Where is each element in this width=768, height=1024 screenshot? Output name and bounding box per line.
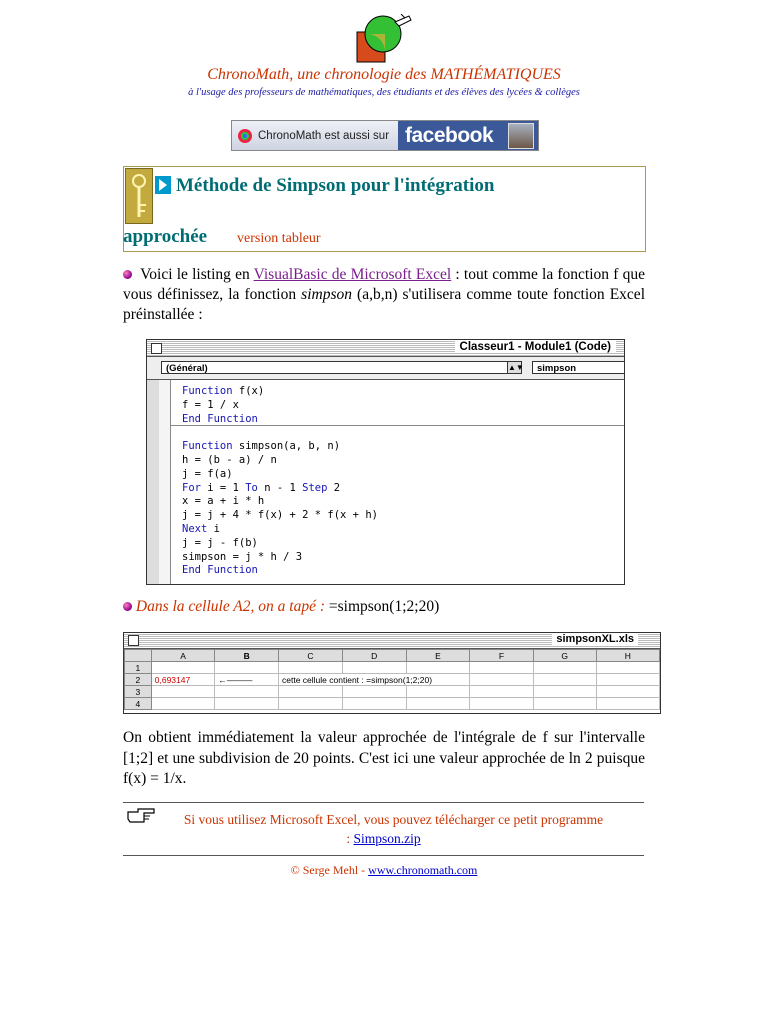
col-header[interactable]: B xyxy=(215,650,279,662)
banner-left xyxy=(232,121,398,150)
vb-margin xyxy=(159,380,171,584)
cell[interactable] xyxy=(342,698,406,710)
object-combo[interactable]: (Général) xyxy=(161,361,519,374)
col-header[interactable]: D xyxy=(342,650,406,662)
download-text: Si vous utilisez Microsoft Excel, vous pouvez télécharger ce petit programme xyxy=(183,812,604,827)
cell[interactable] xyxy=(470,662,533,674)
cell[interactable] xyxy=(470,674,533,686)
download-sep: : xyxy=(346,831,354,846)
facebook-banner[interactable] xyxy=(231,120,539,151)
vb-titlebar[interactable] xyxy=(147,340,624,357)
cell[interactable] xyxy=(533,662,596,674)
spreadsheet-title: simpsonXL.xls xyxy=(552,633,638,645)
code-line[interactable]: End Function xyxy=(182,564,258,577)
row-header[interactable]: 1 xyxy=(125,662,152,674)
vb-toolbar xyxy=(147,357,624,380)
cell[interactable] xyxy=(279,686,343,698)
col-header[interactable]: C xyxy=(279,650,343,662)
cell[interactable] xyxy=(596,662,659,674)
col-header[interactable]: H xyxy=(596,650,659,662)
bullet-icon xyxy=(123,602,132,611)
code-line[interactable]: simpson = j * h / 3 xyxy=(182,550,303,563)
cell[interactable] xyxy=(596,698,659,710)
result-paragraph: On obtient immédiatement la valeur approchée de l'intégrale de f sur l'intervalle [1;2] et une subdivision de 20 points. C'est ici une valeur approchée de ln 2 puisque f(x) = 1/x. xyxy=(123,729,645,787)
code-blank-line xyxy=(182,426,378,440)
spreadsheet-grid xyxy=(124,649,660,710)
combo-arrows-icon[interactable]: ▲▼ xyxy=(508,363,524,372)
cell[interactable] xyxy=(596,674,659,686)
code-line[interactable]: Next i xyxy=(182,522,220,535)
intro-text-start: Voici le listing en xyxy=(140,266,254,283)
cell[interactable] xyxy=(470,698,533,710)
corner-cell[interactable] xyxy=(125,650,152,662)
facebook-logo[interactable] xyxy=(398,121,538,150)
code-line[interactable]: Function simpson(a, b, n) xyxy=(182,440,341,453)
page-title-continued: approchée xyxy=(123,226,208,247)
col-header[interactable]: F xyxy=(470,650,533,662)
cell[interactable] xyxy=(470,686,533,698)
code-line[interactable]: f = 1 / x xyxy=(182,398,239,411)
code-line[interactable]: j = j + 4 * f(x) + 2 * f(x + h) xyxy=(182,509,378,522)
footer-link[interactable]: www.chronomath.com xyxy=(368,863,478,877)
divider xyxy=(123,855,644,856)
procedure-combo[interactable]: simpson xyxy=(532,361,625,374)
code-line[interactable]: j = j - f(b) xyxy=(182,536,258,549)
arrow-right-icon xyxy=(155,176,171,194)
close-box-icon[interactable] xyxy=(151,343,162,354)
intro-emphasis: simpson xyxy=(301,286,352,303)
column-header-row xyxy=(125,650,660,662)
visualbasic-link[interactable]: VisualBasic de Microsoft Excel xyxy=(253,266,452,283)
vb-editor-window xyxy=(146,339,625,585)
site-title xyxy=(0,66,768,84)
cell[interactable] xyxy=(215,662,279,674)
code-line[interactable]: j = f(a) xyxy=(182,467,233,480)
code-line[interactable]: h = (b - a) / n xyxy=(182,453,277,466)
cell[interactable] xyxy=(215,698,279,710)
cell[interactable] xyxy=(406,686,470,698)
row-header[interactable]: 4 xyxy=(125,698,152,710)
cell[interactable] xyxy=(215,686,279,698)
vb-window-title: Classeur1 - Module1 (Code) xyxy=(455,341,616,353)
cell[interactable] xyxy=(533,674,596,686)
arrow-left-icon: ← xyxy=(218,674,227,685)
cell[interactable] xyxy=(533,686,596,698)
table-row xyxy=(125,674,660,686)
divider xyxy=(123,802,644,803)
cell[interactable] xyxy=(151,698,215,710)
cell-a2[interactable]: 0,693147 xyxy=(151,674,215,686)
code-line[interactable]: x = a + i * h xyxy=(182,495,265,508)
vb-code-area[interactable] xyxy=(182,385,378,578)
row-header[interactable]: 3 xyxy=(125,686,152,698)
spreadsheet-titlebar[interactable] xyxy=(124,633,660,649)
cell[interactable] xyxy=(342,662,406,674)
download-note xyxy=(123,810,644,848)
cell[interactable] xyxy=(406,698,470,710)
table-row xyxy=(125,686,660,698)
site-title-rest: , une chronologie des MATHÉMATIQUES xyxy=(289,66,561,83)
row-header[interactable]: 2 xyxy=(125,674,152,686)
cell-c2[interactable]: cette cellule contient : =simpson(1;2;20) xyxy=(279,674,470,686)
cell-note-formula: =simpson(1;2;20) xyxy=(328,598,440,615)
download-link[interactable]: Simpson.zip xyxy=(353,831,421,846)
cell-note xyxy=(123,598,439,616)
page-title: Méthode de Simpson pour l'intégration xyxy=(176,175,495,196)
col-header[interactable]: G xyxy=(533,650,596,662)
cell-b2[interactable]: ←——— xyxy=(215,674,279,686)
site-subtitle: à l'usage des professeurs de mathématiques, des étudiants et des élèves des lycées & collèges xyxy=(188,87,580,98)
profile-photo xyxy=(508,123,534,149)
table-row xyxy=(125,662,660,674)
version-tag: version tableur xyxy=(237,231,321,246)
code-line[interactable]: Function f(x) xyxy=(182,385,265,397)
cell[interactable] xyxy=(279,662,343,674)
footer xyxy=(0,863,768,878)
copyright-text: © Serge Mehl - xyxy=(290,863,369,877)
key-icon xyxy=(125,168,153,224)
bullet-icon xyxy=(123,270,132,279)
spreadsheet-window xyxy=(123,632,661,714)
col-header[interactable]: E xyxy=(406,650,470,662)
cell[interactable] xyxy=(279,698,343,710)
cell[interactable] xyxy=(151,662,215,674)
intro-text-end: (a,b,n) s'utilisera comme toute fonction Excel préinstallée : xyxy=(123,286,645,323)
cell[interactable] xyxy=(342,686,406,698)
cell[interactable] xyxy=(406,662,470,674)
table-row xyxy=(125,698,660,710)
col-header[interactable]: A xyxy=(151,650,215,662)
cell[interactable] xyxy=(596,686,659,698)
close-box-icon[interactable] xyxy=(128,635,139,646)
intro-text-mid: : tout comme la fonction f que vous définissez, la fonction xyxy=(123,266,645,303)
facebook-wordmark: facebook xyxy=(405,123,494,147)
code-line[interactable]: For i = 1 To n - 1 Step 2 xyxy=(182,481,341,494)
chronomath-mini-icon xyxy=(236,127,254,145)
site-title-brand: ChronoMath xyxy=(207,66,290,83)
chronomath-logo xyxy=(355,14,415,66)
cell-note-italic: Dans la cellule A2, on a tapé : xyxy=(135,598,329,615)
banner-label: ChronoMath est aussi sur xyxy=(258,129,390,142)
code-line[interactable]: End Function xyxy=(182,412,258,425)
cell[interactable] xyxy=(533,698,596,710)
cell[interactable] xyxy=(151,686,215,698)
intro-paragraph xyxy=(123,265,645,325)
